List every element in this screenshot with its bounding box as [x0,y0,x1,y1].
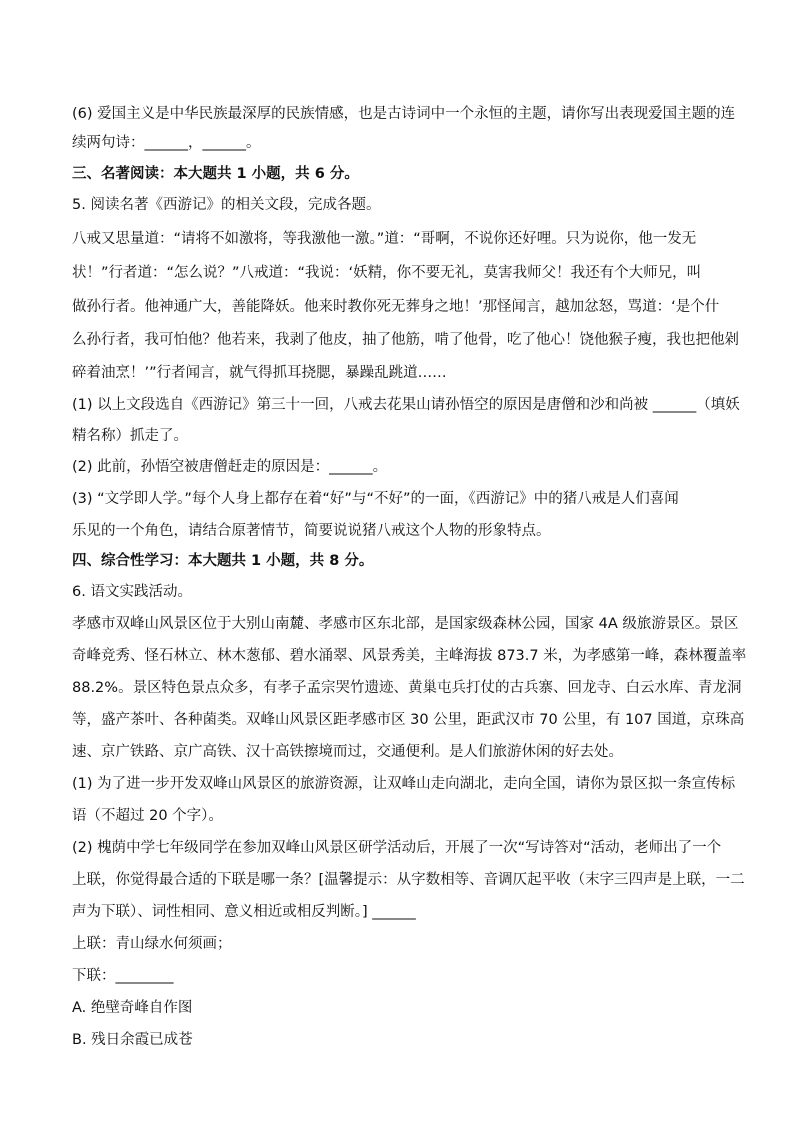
material-line-1: 孝感市双峰山风景区位于大别山南麓、孝感市区东北部，是国家级森林公园，国家 4A 级旅游景区。景区 [72,616,739,632]
section-heading-4: 四、综合性学习：本大题共 1 小题，共 8 分。 [72,553,374,569]
material-line-4: 等，盛产茶叶、各种菌类。双峰山风景区距孝感市区 30 公里，距武汉市 70 公里，有 107 国道，京珠高 [72,712,745,728]
q5-title: 5. 阅读名著《西游记》的相关文段，完成各题。 [72,197,381,213]
passage-line-4: 么孙行者，我可怕他？他若来，我剥了他皮，抽了他筋，啃了他骨，吃了他心！饶他猴子瘦，我也把他剁 [72,332,739,348]
q4-6-line-2: 续两句诗：______，______。 [72,135,261,151]
q5-1-line-2: 精名称）抓走了。 [72,428,188,444]
q6-2-line-3: 声为下联）、词性相同、意义相近或相反判断。] ______ [72,904,416,920]
q6-1-line-2: 语（不超过 20 个字）。 [72,808,223,824]
passage-line-2: 状！”行者道：“怎么说？”八戒道：“我说：‘妖精，你不要无礼，莫害我师父！我还有个大师兄，叫 [72,265,702,281]
q6-title: 6. 语文实践活动。 [72,584,192,600]
q6-2-line-1: (2) 槐荫中学七年级同学在参加双峰山风景区研学活动后，开展了一次“写诗答对“活动，老师出了一个 [72,840,722,856]
lower-couplet: 下联：________ [72,968,174,984]
material-line-2: 奇峰竞秀、怪石林立、林木葱郁、碧水涌翠、风景秀美，主峰海拔 873.7 米，为孝感第一峰，森林覆盖率 [72,648,747,664]
option-a: A. 绝壁奇峰自作图 [72,1000,193,1016]
q5-3-line-1: (3) “文学即人学。”每个人身上都存在着“好”与“不好”的一面，《西游记》中的猪八戒是人们喜闻 [72,491,679,507]
material-line-3: 88.2%。景区特色景点众多，有孝子孟宗哭竹遗迹、黄巢屯兵打仗的古兵寨、回龙寺、白云水库、青龙洞 [72,680,742,696]
q4-6-line-1: (6) 爱国主义是中华民族最深厚的民族情感，也是古诗词中一个永恒的主题，请你写出表现爱国主题的连 [72,106,736,122]
passage-line-1: 八戒又思量道：“请将不如激将，等我激他一激。”道：“哥啊，不说你还好哩。只为说你，他一发无 [72,231,697,247]
q6-1-line-1: (1) 为了进一步开发双峰山风景区的旅游资源，让双峰山走向湖北，走向全国，请你为景区拟一条宣传标 [72,776,736,792]
q5-1-line-1: (1) 以上文段选自《西游记》第三十一回，八戒去花果山请孙悟空的原因是唐僧和沙和尚被 ______（填妖 [72,397,740,413]
option-b: B. 残日余霞已成苍 [72,1032,193,1048]
material-line-5: 速、京广铁路、京广高铁、汉十高铁擦境而过，交通便利。是人们旅游休闲的好去处。 [72,744,623,760]
passage-line-5: 碎着油烹！’”行者闻言，就气得抓耳挠腮，暴躁乱跳道…… [72,365,447,381]
passage-line-3: 做孙行者。他神通广大，善能降妖。他来时教你死无葬身之地！’那怪闻言，越加忿怒，骂道：‘是个什 [72,299,720,315]
q5-3-line-2: 乐见的一个角色，请结合原著情节，简要说说猪八戒这个人物的形象特点。 [72,523,551,539]
q5-2: (2) 此前，孙悟空被唐僧赶走的原因是：______。 [72,459,388,475]
upper-couplet: 上联：青山绿水何须画； [72,936,232,952]
q6-2-line-2: 上联，你觉得最合适的下联是哪一条？[温馨提示：从字数相等、音调仄起平收（末字三四声是上联，一二 [72,872,745,888]
section-heading-3: 三、名著阅读：本大题共 1 小题，共 6 分。 [72,166,359,182]
